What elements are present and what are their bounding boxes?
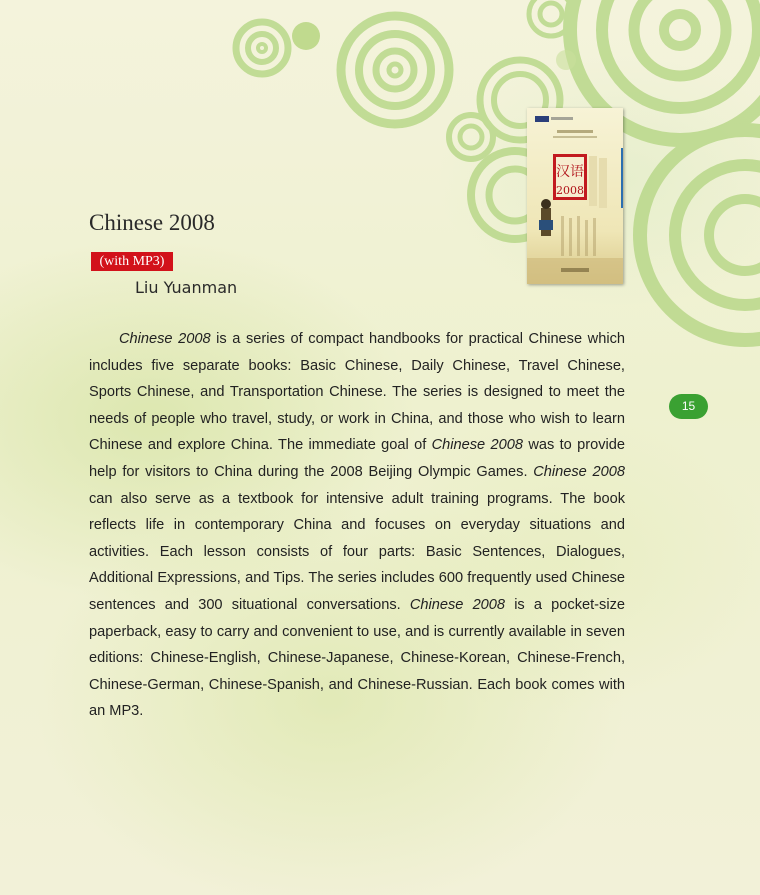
book-title-reference: Chinese 2008	[409, 596, 506, 613]
book-author: Liu Yuanman	[135, 278, 238, 297]
book-cover-image	[527, 108, 623, 284]
ring-group-right-edge	[640, 130, 760, 340]
description-text: is a series of compact handbooks for practical Chinese which includes five separate books: Basic Chinese, Daily Chinese, Travel Chinese, Sports Chinese, and Transportation Chinese. The series is designed to meet the needs of people who travel, study, or work in China, and those who wish to learn Chinese and explore China. The immediate goal of	[89, 331, 625, 454]
description-text: was to provide help for visitors to China during the 2008 Beijing Olympic Games.	[89, 437, 625, 480]
cover-year: 2008	[556, 184, 584, 197]
cover-title-chars: 汉语	[556, 164, 584, 180]
mp3-badge: (with MP3)	[91, 252, 173, 271]
book-description	[89, 326, 625, 725]
description-text: can also serve as a textbook for intensive adult training programs. The book reflects life in contemporary China and focuses on everyday situations and activities. Each lesson consists of four parts: Basic Sentences, Dialogues, Additional Expressions, and Tips. The series includes 600 frequently used Chinese sentences and 300 situational conversations.	[89, 490, 625, 613]
description-text: is a pocket-size paperback, easy to carry and convenient to use, and is currently available in seven editions: Chinese-English, Chinese-Japanese, Chinese-Korean, Chinese-French, Chinese-German, Chinese-Spanish, and Chinese-Russian. Each book comes with an MP3.	[89, 596, 625, 720]
ring-group-center	[341, 16, 449, 124]
book-title: Chinese 2008	[89, 210, 215, 235]
page-number-badge: 15	[669, 394, 708, 419]
book-title-reference: Chinese 2008	[533, 463, 625, 480]
ring-group-small-left	[236, 22, 288, 74]
book-title-reference: Chinese 2008	[119, 331, 211, 347]
ring-group-small-mid	[449, 115, 493, 159]
book-title-reference: Chinese 2008	[431, 437, 523, 454]
